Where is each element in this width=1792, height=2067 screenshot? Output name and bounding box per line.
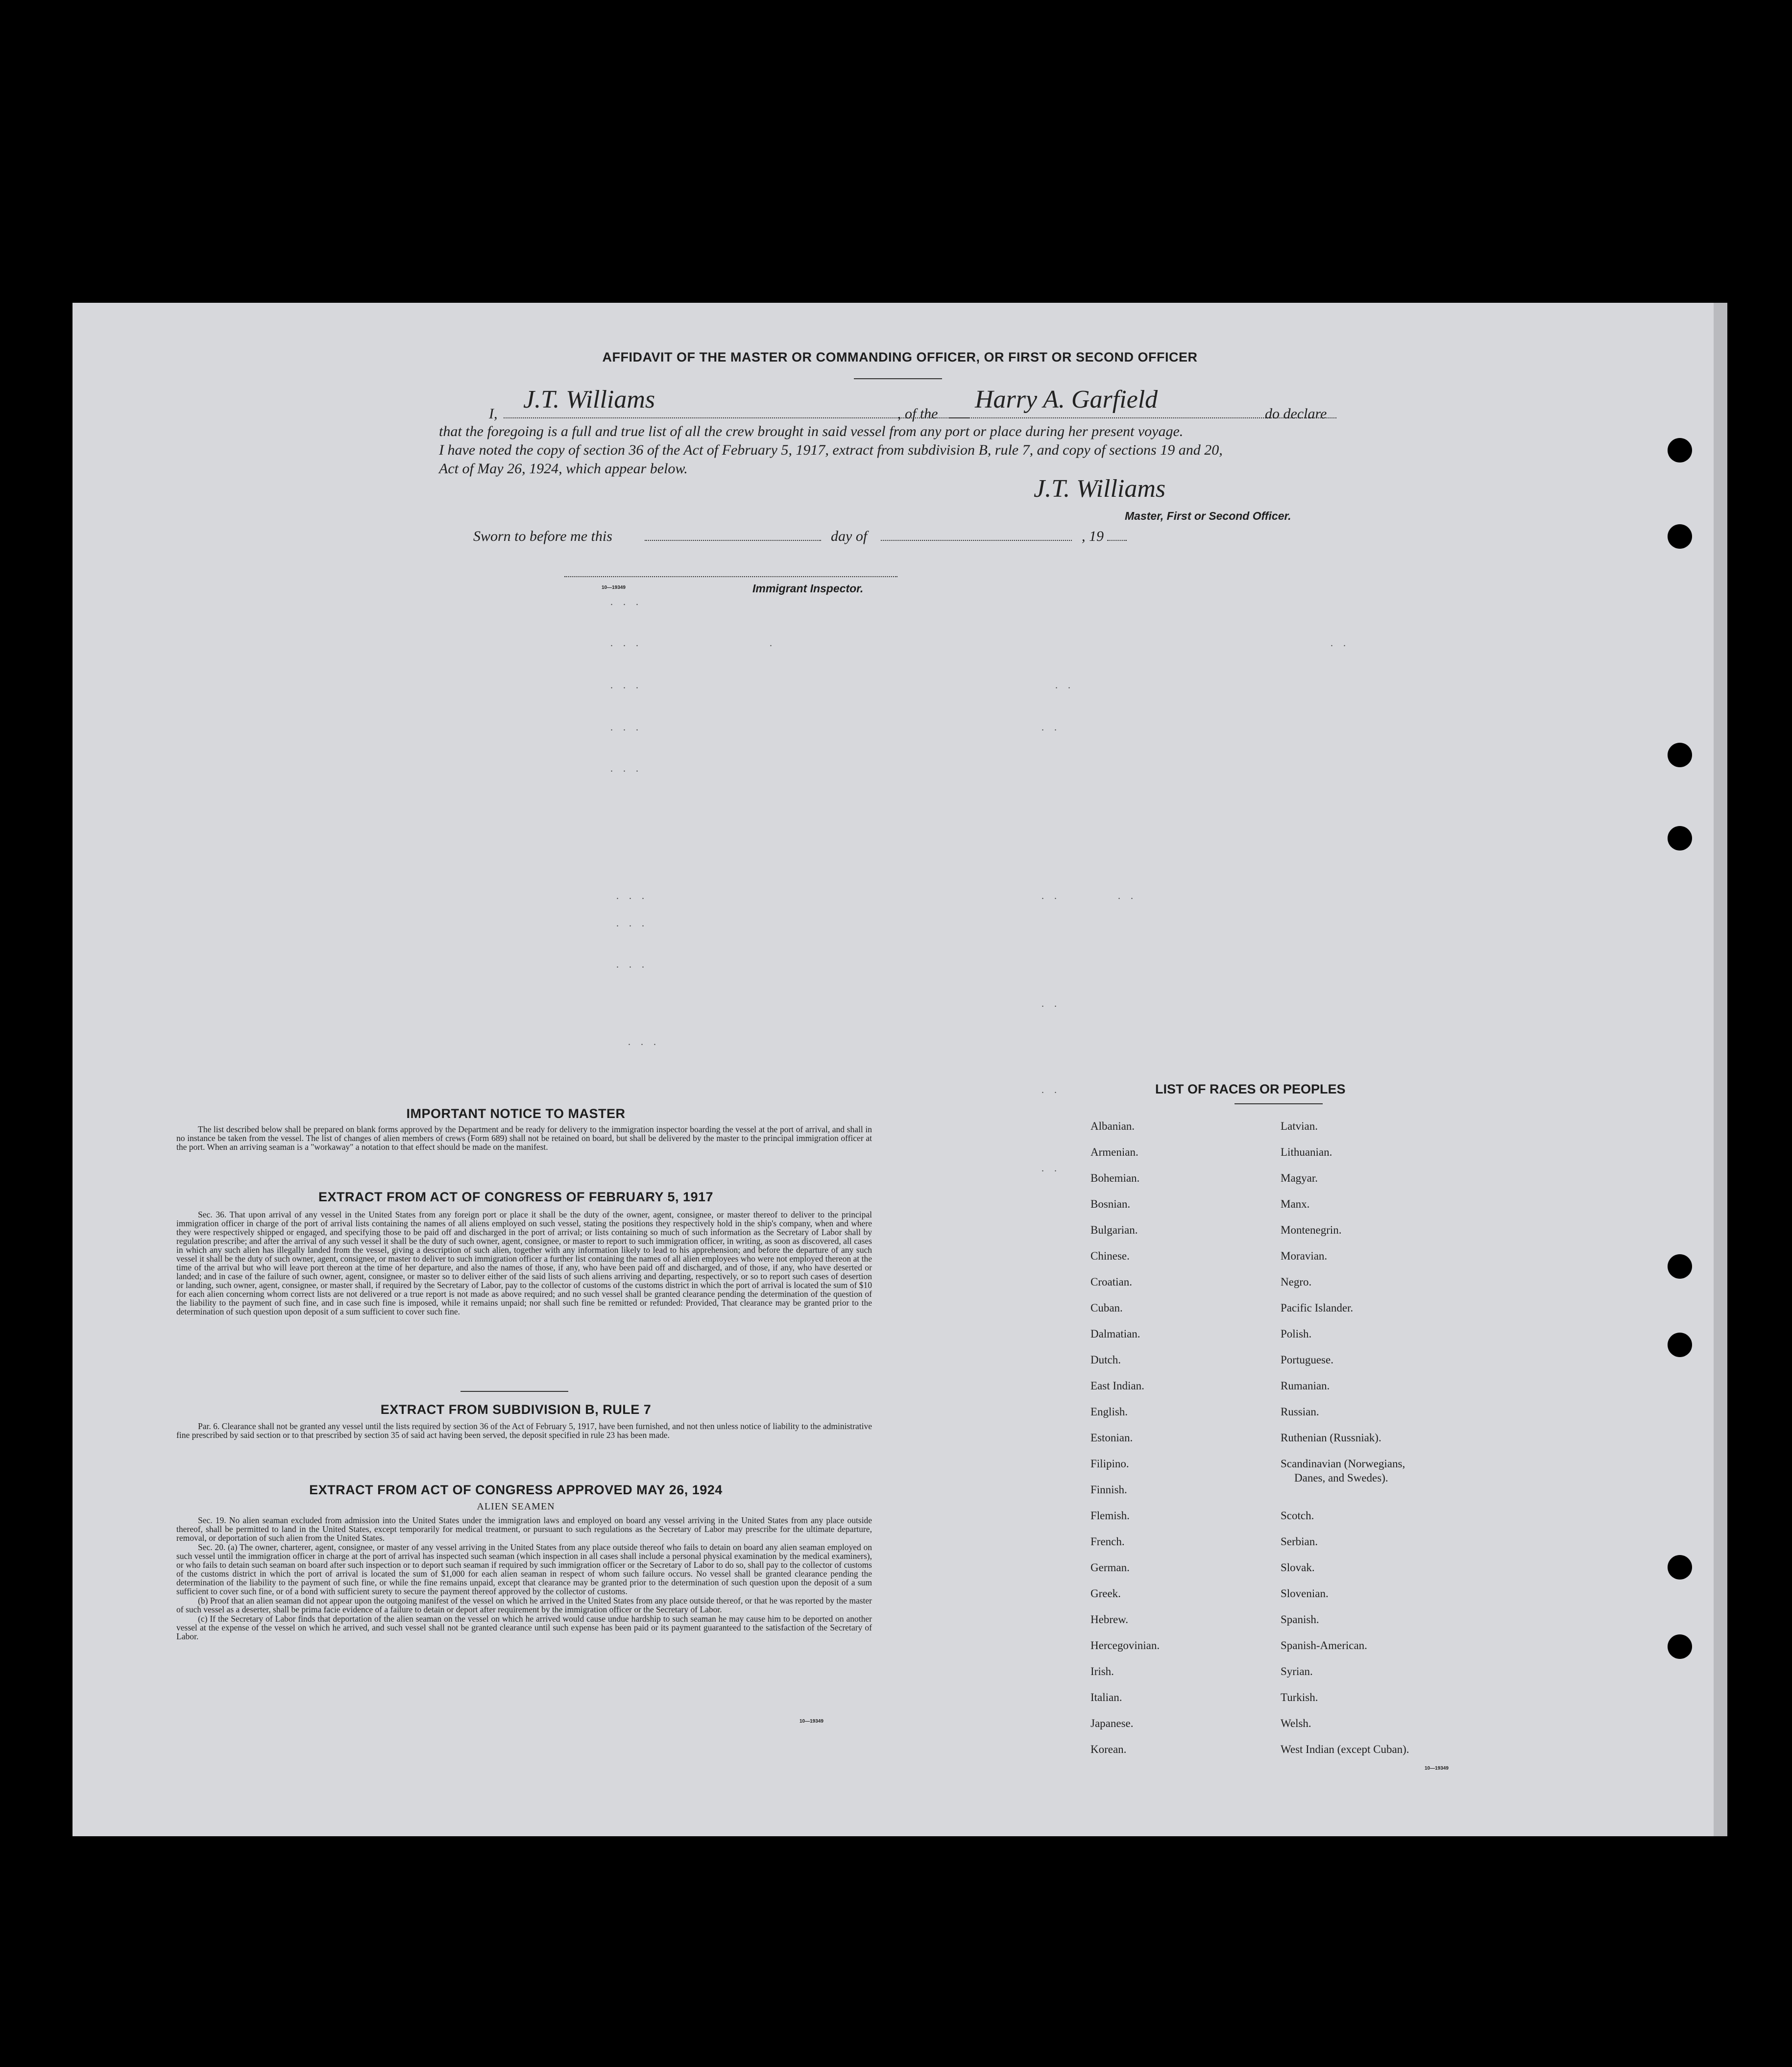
races-divider <box>1235 1103 1323 1104</box>
race-item: Armenian. <box>1090 1146 1138 1158</box>
affidavit-line-4: Act of May 26, 1924, which appear below. <box>439 461 688 477</box>
extract-1924-title: EXTRACT FROM ACT OF CONGRESS APPROVED MAY 26, 1924 <box>309 1483 723 1497</box>
punch-hole <box>1668 524 1692 549</box>
punch-hole <box>1668 826 1692 851</box>
master-caption: Master, First or Second Officer. <box>1125 510 1291 522</box>
race-item: Scandinavian (Norwegians, <box>1281 1458 1405 1470</box>
race-item: Italian. <box>1090 1691 1122 1703</box>
punch-hole <box>1668 1555 1692 1580</box>
faint-marks: . . <box>1041 1163 1061 1174</box>
do-declare-text: do declare <box>1265 406 1327 422</box>
sec19-paragraph: Sec. 19. No alien seaman excluded from admission into the United States under the immigration laws and employed on board any vessel arriving in the United States from any place outside thereof, shall be permitted to land in the United States, except temporarily for medical treatment, or pursuant to such regulations as the Secretary of Labor may prescribe for the ultimate departure, removal, or deportation of such alien from the United States. <box>176 1515 872 1543</box>
race-item: Filipino. <box>1090 1458 1129 1470</box>
master-signature: J.T. Williams <box>1034 475 1166 503</box>
race-item: Dutch. <box>1090 1354 1121 1366</box>
race-item: Magyar. <box>1281 1172 1318 1184</box>
sworn-prefix: Sworn to before me this <box>473 528 612 544</box>
race-item: Irish. <box>1090 1665 1114 1678</box>
faint-marks: . . . <box>616 959 648 970</box>
sworn-day-line <box>645 540 821 541</box>
section-divider <box>460 1391 568 1392</box>
extract-1924-subtitle: ALIEN SEAMEN <box>477 1501 555 1512</box>
race-item: Montenegrin. <box>1281 1224 1342 1236</box>
race-item: Lithuanian. <box>1281 1146 1332 1158</box>
race-item: Syrian. <box>1281 1665 1313 1678</box>
affidavit-line-2: that the foregoing is a full and true list of all the crew brought in said vessel from any port or place during her present voyage. <box>439 423 1184 439</box>
punch-hole <box>1668 743 1692 767</box>
form-number-left: 10—19349 <box>799 1719 823 1724</box>
race-item: Serbian. <box>1281 1535 1318 1548</box>
race-item: Dalmatian. <box>1090 1328 1140 1340</box>
affidavit-line-3: I have noted the copy of section 36 of the Act of February 5, 1917, extract from subdivision B, rule 7, and copy of sections 19 and 20, <box>439 442 1223 458</box>
race-item: Welsh. <box>1281 1717 1311 1729</box>
race-item: Russian. <box>1281 1406 1319 1418</box>
page-edge-shadow <box>1714 303 1727 1836</box>
race-item: Bohemian. <box>1090 1172 1140 1184</box>
extract-rule7-body <box>176 1422 872 1440</box>
race-item: Polish. <box>1281 1328 1312 1340</box>
signer-handwritten-name: J.T. Williams <box>523 386 655 413</box>
race-item: Latvian. <box>1281 1120 1318 1132</box>
race-item: Greek. <box>1090 1587 1121 1600</box>
race-item: Negro. <box>1281 1276 1312 1288</box>
race-item: Korean. <box>1090 1743 1127 1755</box>
day-of-text: day of <box>831 528 868 544</box>
faint-marks: . . . <box>610 680 642 691</box>
race-item: Moravian. <box>1281 1250 1328 1262</box>
race-item: English. <box>1090 1406 1128 1418</box>
faint-marks: . . . <box>628 1037 660 1047</box>
faint-marks: . . <box>1055 680 1074 691</box>
title-divider <box>854 378 942 379</box>
sworn-year-line <box>1107 540 1127 541</box>
notice-body <box>176 1125 872 1152</box>
race-item: Hercegovinian. <box>1090 1639 1160 1652</box>
extract-1917-title: EXTRACT FROM ACT OF CONGRESS OF FEBRUARY 5, 1917 <box>318 1190 714 1204</box>
punch-hole <box>1668 1634 1692 1659</box>
race-item: Spanish-American. <box>1281 1639 1367 1652</box>
faint-marks: . . . <box>616 891 648 901</box>
faint-marks: . . . <box>610 722 642 733</box>
inspector-signature-line <box>564 576 897 577</box>
faint-marks: . . <box>1331 638 1350 649</box>
race-item: Hebrew. <box>1090 1613 1129 1626</box>
faint-marks: . . <box>1041 722 1061 733</box>
race-item: Ruthenian (Russniak). <box>1281 1432 1381 1444</box>
of-the-text: , of the <box>897 406 938 422</box>
race-item: Portuguese. <box>1281 1354 1333 1366</box>
faint-marks: . . <box>1041 998 1061 1009</box>
race-item: French. <box>1090 1535 1125 1548</box>
faint-marks: . . . <box>610 597 642 608</box>
race-item: Danes, and Swedes). <box>1294 1472 1388 1484</box>
sworn-month-line <box>881 540 1072 541</box>
faint-marks: . . . . <box>1041 891 1137 901</box>
race-item: Bulgarian. <box>1090 1224 1138 1236</box>
race-item: Flemish. <box>1090 1509 1130 1522</box>
vessel-handwritten-name: Harry A. Garfield <box>975 386 1158 413</box>
extract-rule7-title: EXTRACT FROM SUBDIVISION B, RULE 7 <box>380 1402 652 1417</box>
sec20c-paragraph: (c) If the Secretary of Labor finds that deportation of the alien seaman on the vessel on which he arrived would cause undue hardship to such seaman he may cause him to be deported on another vessel at the expense of the vessel on which he arrived, and such vessel shall not be granted clearance until such expense has been paid or its payment guaranteed to the satisfaction of the Secretary of Labor. <box>176 1614 872 1641</box>
document-page <box>73 303 1727 1836</box>
race-item: Chinese. <box>1090 1250 1130 1262</box>
race-item: Manx. <box>1281 1198 1310 1210</box>
races-title: LIST OF RACES OR PEOPLES <box>1155 1082 1346 1096</box>
sec20a-paragraph: Sec. 20. (a) The owner, charterer, agent, consignee, or master of any vessel arriving in the United States from any place outside thereof who fails to detain on board any alien seaman employed on such vessel until the immigration officer in charge at the port of arrival has inspected such seaman (which inspection in all cases shall include a personal physical examination by the medical examiners), or who fails to detain such seaman on board after such inspection or to deport such seaman if required by such immigration officer or the Secretary of Labor to do so, shall pay to the collector of customs of the customs district in which the port of arrival is located the sum of $1,000 for each alien seaman in respect of whom such failure occurs. No vessel shall be granted clearance pending the determination of the liability to the payment of such fine, or while the fine remains unpaid, except that clearance may be granted prior to the determination of such question upon the deposit of a sum sufficient to cover such fine, or of a bond with sufficient surety to secure the payment thereof approved by the collector of customs. <box>176 1542 872 1596</box>
race-item: Turkish. <box>1281 1691 1318 1703</box>
faint-marks: . . . <box>616 918 648 929</box>
race-item: Slovenian. <box>1281 1587 1329 1600</box>
notice-text: The list described below shall be prepared on blank forms approved by the Department and be ready for delivery to the immigration inspector boarding the vessel at the port of arrival, and shall in no instance be taken from the vessel. The list of changes of alien members of crews (Form 689) shall not be retained on board, but shall be delivered by the master to the principal immigration officer at the port. When an arriving seaman is a "workaway" a notation to that effect should be made on the manifest. <box>176 1124 872 1152</box>
form-number-top: 10—19349 <box>602 585 626 590</box>
race-item: Pacific Islander. <box>1281 1302 1354 1314</box>
race-item: Albanian. <box>1090 1120 1135 1132</box>
punch-hole <box>1668 1333 1692 1357</box>
extract-1924-body <box>176 1516 872 1641</box>
faint-marks: . . . . <box>610 638 776 649</box>
extract-1917-body <box>176 1210 872 1316</box>
race-item: Croatian. <box>1090 1276 1132 1288</box>
form-number-right: 10—19349 <box>1425 1766 1449 1771</box>
race-item: Spanish. <box>1281 1613 1319 1626</box>
faint-marks: . . . <box>610 763 642 774</box>
i-word: I, <box>489 406 498 422</box>
notice-title: IMPORTANT NOTICE TO MASTER <box>406 1106 626 1121</box>
punch-hole <box>1668 438 1692 462</box>
race-item: Scotch. <box>1281 1509 1314 1522</box>
race-item: East Indian. <box>1090 1380 1144 1392</box>
race-item: Estonian. <box>1090 1432 1133 1444</box>
race-item: Japanese. <box>1090 1717 1134 1729</box>
race-item: Slovak. <box>1281 1561 1315 1574</box>
extract-rule7-text: Par. 6. Clearance shall not be granted any vessel until the lists required by section 36 of the Act of February 5, 1917, have been furnished, and not then unless notice of liability to the administrative fine prescribed by said section or to that prescribed by section 35 of said act having been served, the deposit specified in rule 23 has been made. <box>176 1421 872 1440</box>
race-item: German. <box>1090 1561 1130 1574</box>
race-item: Bosnian. <box>1090 1198 1131 1210</box>
inspector-caption: Immigrant Inspector. <box>752 582 864 595</box>
punch-hole <box>1668 1254 1692 1279</box>
extract-1917-text: Sec. 36. That upon arrival of any vessel in the United States from any foreign port or place it shall be the duty of the owner, agent, consignee, or master thereof to deliver to the principal immigration officer in charge of the port of arrival lists containing the names of all aliens employed on such vessel, stating the positions they respectively hold in the ship's company, when and where they were respectively shipped or engaged, and specifying those to be paid off and discharged in the port of arrival; or lists containing so much of such information as the Secretary of Labor shall by regulation prescribe; and after the arrival of any such vessel it shall be the duty of such owner, agent, consignee, or master to report to such immigration officer, in writing, as soon as discovered, all cases in which any such alien has illegally landed from the vessel, giving a description of such alien, together with any information likely to lead to his apprehension; and before the departure of any such vessel it shall be the duty of such owner, agent, consignee, or master to deliver to such immigration officer a further list containing the names of all alien employees who were not employed thereon at the time of the arrival but who will leave port thereon at the time of her departure, and also the names of those, if any, who have been paid off and discharged, and of those, if any, who have deserted or landed; and in case of the failure of such owner, agent, consignee, or master so to deliver either of the said lists of such aliens arriving and departing, respectively, or so to report such cases of desertion or landing, such owner, agent, consignee, or master shall, if required by the Secretary of Labor, pay to the collector of customs of the customs district in which the port of arrival is located the sum of $10 for each alien concerning whom correct lists are not delivered or a true report is not made as above required; and no such vessel shall be granted clearance pending the determination of the question of the liability to the payment of such fine, and in case such fine is imposed, while it remains unpaid; nor shall such fine be remitted or refunded: Provided, That clearance may be granted prior to the determination of such question upon deposit of a sum sufficient to cover such fine. <box>176 1210 872 1316</box>
race-item: Cuban. <box>1090 1302 1123 1314</box>
faint-marks: . . <box>1041 1085 1061 1095</box>
race-item: Rumanian. <box>1281 1380 1330 1392</box>
sec20b-paragraph: (b) Proof that an alien seaman did not appear upon the outgoing manifest of the vessel on which he arrived in the United States from any place outside thereof, or that he was reported by the master of such vessel as a deserter, shall be prima facie evidence of a failure to detain or deport after requirement by the immigration officer or the Secretary of Labor. <box>176 1596 872 1614</box>
race-item: Finnish. <box>1090 1483 1127 1496</box>
race-item: West Indian (except Cuban). <box>1281 1743 1409 1755</box>
year-prefix: , 19 <box>1082 528 1104 544</box>
affidavit-title: AFFIDAVIT OF THE MASTER OR COMMANDING OFFICER, OR FIRST OR SECOND OFFICER <box>602 350 1198 365</box>
